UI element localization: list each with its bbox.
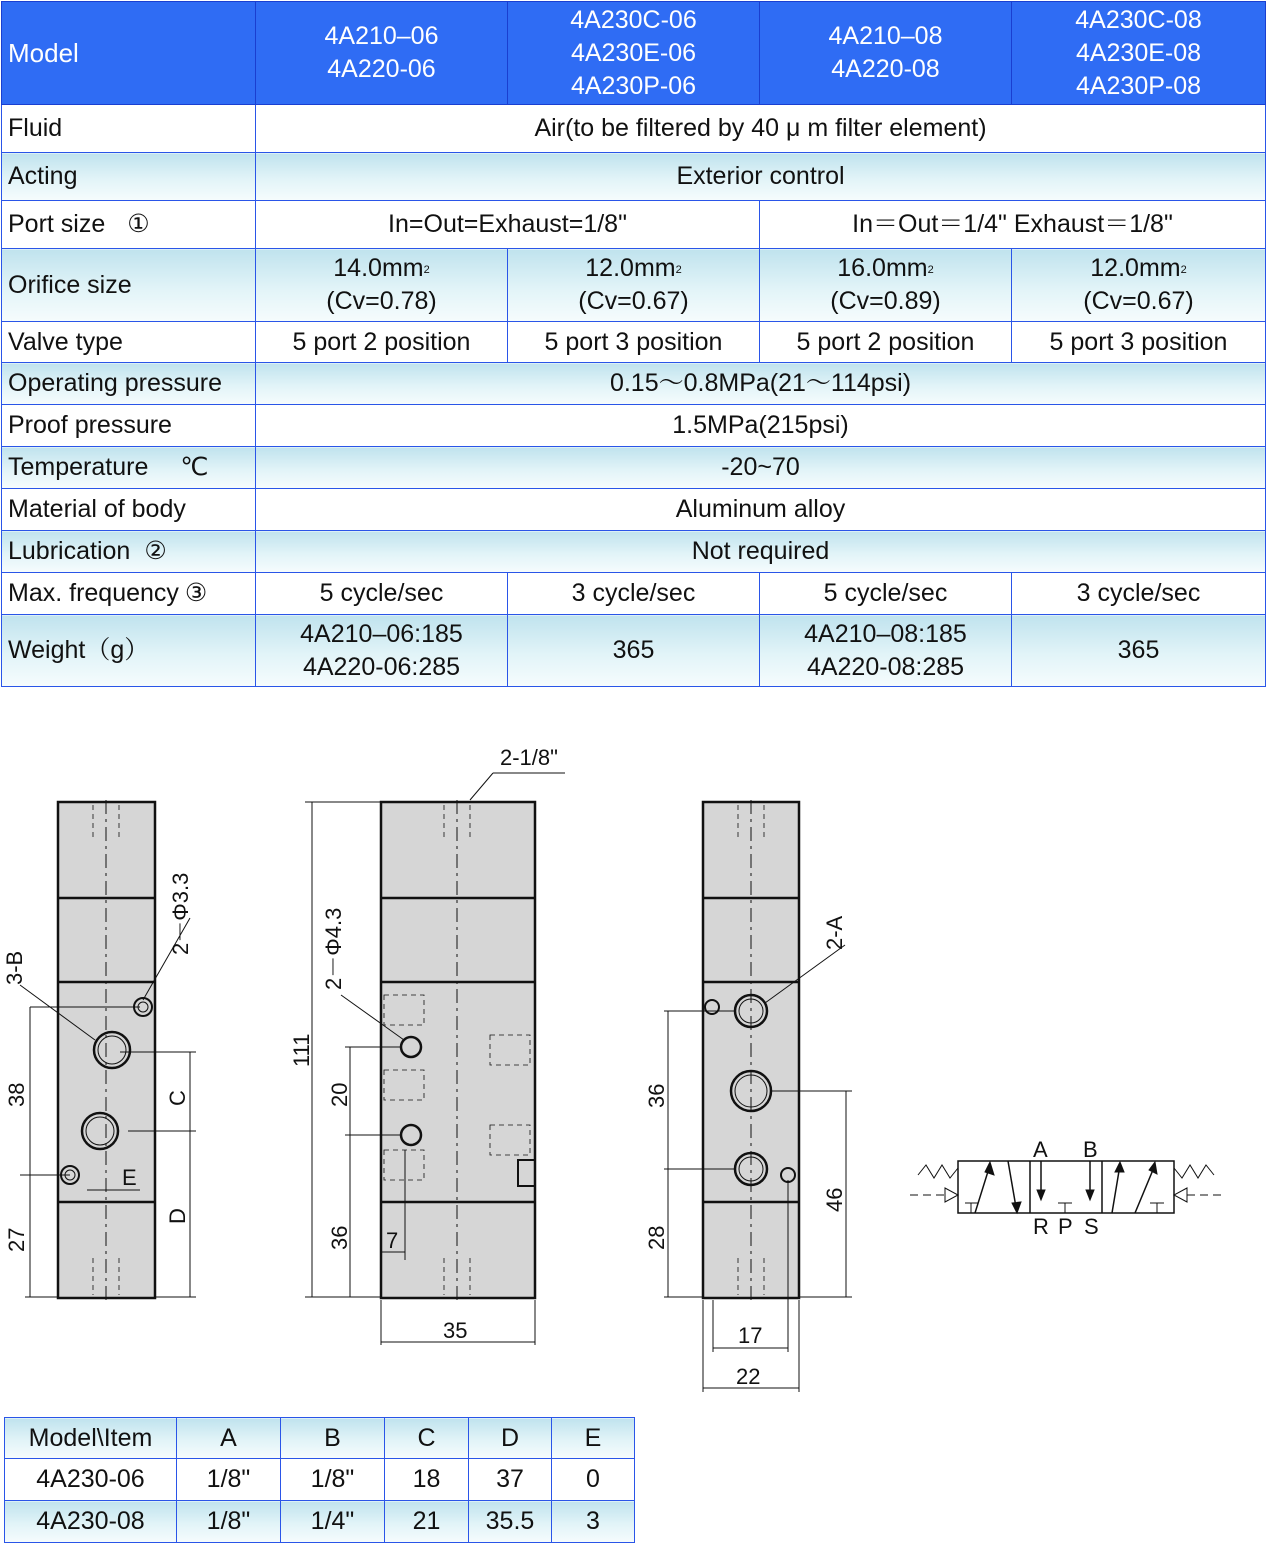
dim-e: E [122, 1165, 137, 1190]
proof-pressure-value: 1.5MPa(215psi) [256, 405, 1266, 447]
orifice-cv: (Cv=0.78) [326, 287, 437, 315]
dim-46: 46 [822, 1187, 847, 1212]
valve-type-value: 5 port 3 position [1012, 322, 1266, 363]
model-name: 4A210–08 [828, 22, 943, 50]
port-size-06: In=Out=Exhaust=1/8" [256, 201, 760, 249]
fluid-label: Fluid [2, 105, 256, 153]
valve-type-label: Valve type [2, 322, 256, 363]
weight-cell [760, 615, 1012, 687]
dim-table-row [5, 1459, 635, 1501]
model-name: 4A220-06 [327, 55, 436, 83]
dim-cell: 21 [385, 1501, 469, 1543]
fluid-value: Air(to be filtered by 40 μ m filter element) [256, 105, 1266, 153]
dim-cell: 1/4" [281, 1501, 385, 1543]
model-name: 4A210–06 [324, 22, 439, 50]
dim-header-cell: A [177, 1418, 281, 1459]
max-frequency-text: Max. frequency [8, 579, 179, 607]
acting-value: Exterior control [256, 153, 1266, 201]
max-frequency-value: 3 cycle/sec [1012, 573, 1266, 615]
row-operating-pressure [2, 363, 1266, 405]
dim-cell: 1/8" [177, 1459, 281, 1501]
symbol-port-s: S [1084, 1214, 1099, 1239]
valve-symbol [910, 1161, 1222, 1213]
proof-pressure-label: Proof pressure [2, 405, 256, 447]
orifice-unit: mm [633, 254, 676, 282]
weight-cell: 365 [508, 615, 760, 687]
mid-hole-label: 2－Φ4.3 [321, 907, 346, 990]
orifice-cell [760, 249, 1012, 322]
dim-28: 28 [644, 1225, 669, 1250]
dim-header-cell: Model\Item [5, 1418, 177, 1459]
row-lubrication [2, 531, 1266, 573]
right-port-label: 2-A [822, 915, 847, 950]
weight-value: 4A220-06:285 [302, 652, 461, 681]
orifice-unit: mm [885, 254, 928, 282]
model-col-4 [1012, 2, 1266, 105]
acting-label: Acting [2, 153, 256, 201]
middle-view [305, 773, 565, 1345]
dim-111: 111 [289, 1033, 314, 1067]
symbol-port-r: R [1033, 1214, 1049, 1239]
row-model [2, 2, 1266, 105]
dim-header-cell: E [552, 1418, 635, 1459]
dim-20: 20 [327, 1082, 352, 1107]
mid-port-label: 2-1/8" [500, 745, 558, 770]
orifice-area: 12.0 [585, 254, 634, 282]
lubrication-value: Not required [256, 531, 1266, 573]
orifice-area: 14.0 [333, 254, 382, 282]
dim-17: 17 [738, 1323, 763, 1348]
left-thread-label: 3-B [2, 950, 27, 985]
row-proof-pressure [2, 405, 1266, 447]
max-frequency-value: 5 cycle/sec [256, 573, 508, 615]
symbol-port-p: P [1058, 1214, 1073, 1239]
note-mark-3: ③ [184, 579, 208, 607]
celsius-unit: ℃ [180, 453, 209, 481]
weight-value: 4A220-08:285 [806, 652, 965, 681]
orifice-unit: mm [381, 254, 424, 282]
dim-cell: 0 [552, 1459, 635, 1501]
dim-c: C [165, 1090, 190, 1106]
operating-pressure-label: Operating pressure [2, 363, 256, 405]
row-orifice-size [2, 249, 1266, 322]
dim-cell: 1/8" [281, 1459, 385, 1501]
row-port-size [2, 201, 1266, 249]
orifice-cell [256, 249, 508, 322]
row-temperature [2, 447, 1266, 489]
orifice-cell [508, 249, 760, 322]
row-max-frequency [2, 573, 1266, 615]
orifice-area: 16.0 [837, 254, 886, 282]
dimension-drawing [0, 700, 1266, 1400]
weight-cell: 365 [1012, 615, 1266, 687]
temperature-text: Temperature [8, 453, 149, 481]
dim-cell: 37 [469, 1459, 552, 1501]
orifice-area: 12.0 [1090, 254, 1139, 282]
row-valve-type [2, 322, 1266, 363]
orifice-sup: 2 [1180, 264, 1187, 276]
model-col-1 [256, 2, 508, 105]
dim-cell: 4A230-08 [5, 1501, 177, 1543]
material-value: Aluminum alloy [256, 489, 1266, 531]
dim-header-cell: D [469, 1418, 552, 1459]
model-name: 4A230C-06 [570, 5, 697, 34]
dim-27: 27 [4, 1227, 29, 1252]
note-mark-2: ② [144, 537, 167, 565]
orifice-sup: 2 [423, 264, 430, 276]
weight-cell [256, 615, 508, 687]
orifice-cv: (Cv=0.67) [578, 287, 689, 315]
model-name: 4A220-08 [831, 55, 940, 83]
row-weight [2, 615, 1266, 687]
symbol-port-b: B [1083, 1137, 1098, 1162]
port-size-08: In＝Out＝1/4" Exhaust＝1/8" [760, 201, 1266, 249]
row-material [2, 489, 1266, 531]
spec-table [1, 1, 1266, 687]
model-label: Model [2, 2, 256, 105]
valve-type-value: 5 port 3 position [508, 322, 760, 363]
lubrication-text: Lubrication [8, 537, 131, 565]
dim-36-mid: 36 [327, 1225, 352, 1250]
dim-header-cell: C [385, 1418, 469, 1459]
model-name: 4A230C-08 [1075, 5, 1202, 34]
weight-value: 4A210–08:185 [804, 619, 967, 648]
weight-value: 4A210–06:185 [300, 619, 463, 648]
orifice-unit: mm [1138, 254, 1181, 282]
temperature-label [2, 447, 256, 489]
valve-type-value: 5 port 2 position [256, 322, 508, 363]
dimension-table [4, 1417, 635, 1543]
dim-d: D [165, 1208, 190, 1224]
row-acting [2, 153, 1266, 201]
material-label: Material of body [2, 489, 256, 531]
model-name: 4A230P-06 [570, 71, 697, 100]
orifice-size-label: Orifice size [2, 249, 256, 322]
dim-table-header [5, 1418, 635, 1459]
orifice-sup: 2 [675, 264, 682, 276]
model-col-2 [508, 2, 760, 105]
right-view [664, 800, 852, 1392]
orifice-sup: 2 [927, 264, 934, 276]
model-name: 4A230E-08 [1075, 38, 1202, 67]
temperature-value: -20~70 [256, 447, 1266, 489]
orifice-cell [1012, 249, 1266, 322]
port-size-text: Port size [8, 210, 106, 238]
dim-36-right: 36 [644, 1083, 669, 1108]
dim-22: 22 [736, 1364, 761, 1389]
port-size-label [2, 201, 256, 249]
dim-cell: 4A230-06 [5, 1459, 177, 1501]
dim-header-cell: B [281, 1418, 385, 1459]
dim-cell: 3 [552, 1501, 635, 1543]
dim-cell: 35.5 [469, 1501, 552, 1543]
model-name: 4A230E-06 [570, 38, 697, 67]
dim-7: 7 [386, 1228, 399, 1253]
dim-35: 35 [443, 1318, 468, 1343]
orifice-cv: (Cv=0.67) [1083, 287, 1194, 315]
orifice-cv: (Cv=0.89) [830, 287, 941, 315]
model-name: 4A230P-08 [1075, 71, 1202, 100]
weight-label: Weight（g） [2, 615, 256, 687]
operating-pressure-value: 0.15～0.8MPa(21～114psi) [256, 363, 1266, 405]
dim-cell: 1/8" [177, 1501, 281, 1543]
model-col-3 [760, 2, 1012, 105]
valve-type-value: 5 port 2 position [760, 322, 1012, 363]
dim-cell: 18 [385, 1459, 469, 1501]
symbol-port-a: A [1033, 1137, 1048, 1162]
left-hole-label: 2－Φ3.3 [168, 872, 193, 955]
note-mark-1: ① [127, 210, 150, 238]
dim-table-row [5, 1501, 635, 1543]
max-frequency-label [2, 573, 256, 615]
row-fluid [2, 105, 1266, 153]
max-frequency-value: 3 cycle/sec [508, 573, 760, 615]
lubrication-label [2, 531, 256, 573]
dim-38: 38 [4, 1082, 29, 1107]
max-frequency-value: 5 cycle/sec [760, 573, 1012, 615]
